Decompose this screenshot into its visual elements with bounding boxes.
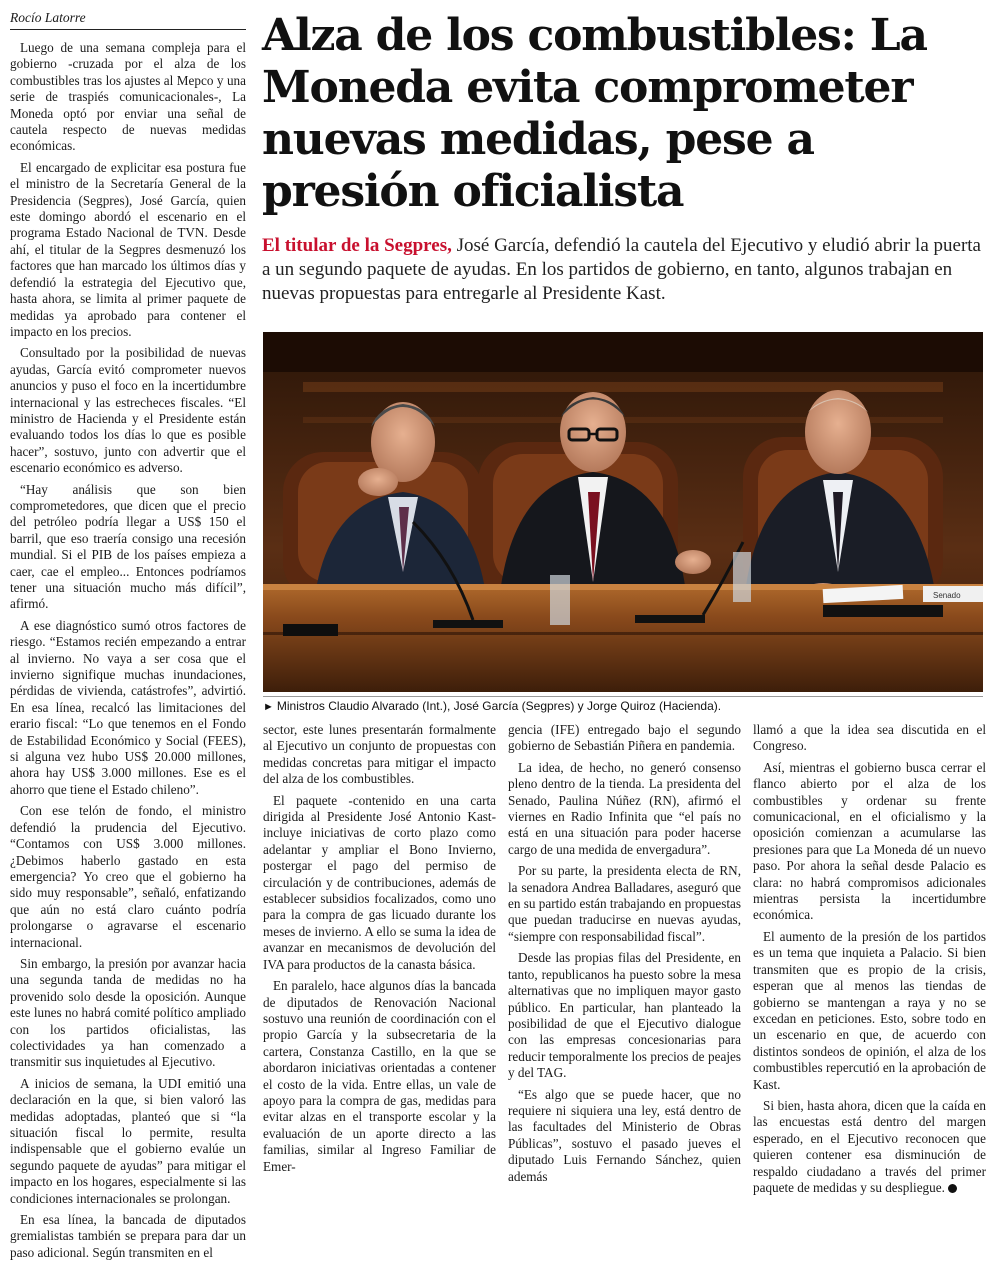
caption-arrow-icon: ► [263,701,274,713]
left-column [10,10,246,1261]
paragraph: Sin embargo, la presión por avanzar hacia una segunda tanda de medidas no ha provenido solo desde la oposición. Aunque este lunes no habrá comité político ampliado con los partidos oficialistas, las colectividades ya han comenzado a transmitir sus inquietudes al Ejecutivo. [10,955,246,1070]
paragraph: A ese diagnóstico sumó otros factores de riesgo. “Estamos recién empezando a entrar al invierno. No vaya a ser cosa que el invierno signifique muchas inundaciones, pérdidas de vivienda, catástrofes”, advirtió. En esa línea, recalcó las limitaciones del erario fiscal: “Lo que tenemos en el Fondo de Estabilidad Económico y Social (FEES), si alguna vez hubo US$ 20.000 millones, ahora hay US$ 3.000 millones. Ese es el ahorro que tiene el Estado chileno”. [10,617,246,797]
paragraph: Con ese telón de fondo, el ministro defendió la prudencia del Ejecutivo. “Contamos con US$ 3.000 millones. ¿Debimos haberlo gastado en esta emergencia? Yo creo que el gobierno ha sido muy responsable”, señaló, enfatizando que aún no está claro cuánto podría prolongarse o agravarse el escenario internacional. [10,803,246,950]
paragraph: La idea, de hecho, no generó consenso pleno dentro de la tienda. La presidenta del Senado, Paulina Núñez (RN), afirmó el viernes en Radio Infinita que “el país no está en una situación para poder hacerse cargo de una medida de envergadura”. [508,759,741,857]
water-glass [733,552,751,602]
body-column-3 [508,722,741,1185]
placard-text: Senado [933,591,961,600]
paragraph-text: Si bien, hasta ahora, dicen que la caída en las encuestas está dentro del margen esperado, en el Ejecutivo reconocen que quieren contener esa disminución de respaldo ciudadano a través del primer paquete de medidas y su despliegue. [753,1097,986,1195]
photo-caption [263,696,983,713]
water-glass [550,575,570,625]
paragraph: sector, este lunes presentarán formalmente al Ejecutivo un conjunto de propuestas con medidas concretas para mitigar el impacto del alza de los combustibles. [263,722,496,787]
end-of-article-icon [948,1184,957,1193]
paragraph: El paquete -contenido en una carta dirigida al Presidente José Antonio Kast- incluye iniciativas de corto plazo como adelantar y ampliar el Bono Invierno, postergar el pago del permiso de circulación y de contribuciones, además de establecer subsidios focalizados, como uno para la compra de gas licuado durante los meses de invierno. A ello se suma la idea de avanzar en mecanismos de devolución del IVA para productos de la canasta básica. [263,792,496,972]
paragraph: gencia (IFE) entregado bajo el segundo gobierno de Sebastián Piñera en pandemia. [508,722,741,754]
paragraph: En esa línea, la bancada de diputados gremialistas también se prepara para dar un paso adicional. Según transmiten en el [10,1212,246,1260]
body-column-4 [753,722,986,1196]
headline: Alza de los combustibles: La Moneda evita comprometer nuevas medidas, pese a presión oficialista [262,10,927,217]
paragraph: El aumento de la presión de los partidos es un tema que inquieta a Palacio. Si bien transmiten que es propio de la crisis, esperan que al menos las tiendas de gobierno se mantengan a raya y no se excedan en peticiones. Esto, sobre todo en un escenario en que, de acuerdo con distintos sondeos de opinión, el alza de los combustibles repercutió en la aprobación de Kast. [753,928,986,1092]
paragraph: A inicios de semana, la UDI emitió una declaración en la que, si bien valoró las medidas adoptadas, planteó que si “la situación fiscal lo permite, resulta indispensable que el gobierno evalúe un segundo paquete de ayudas” para mitigar el impacto en los hogares, especialmente si las condiciones internacionales se prolongan. [10,1075,246,1206]
paragraph: Consultado por la posibilidad de nuevas ayudas, García evitó comprometer nuevos anuncios y puso el foco en la incertidumbre internacional y las estrecheces fiscales. “El ministro de Hacienda y el Presidente están evaluando todos los días lo que es posible hacer”, sostuvo, junto con advertir que el escenario económico es adverso. [10,345,246,476]
body-column-2 [263,722,496,1175]
author-byline: Rocío Latorre [10,10,246,30]
paragraph: llamó a que la idea sea discutida en el Congreso. [753,722,986,754]
left-column-text [10,40,246,1261]
paragraph: “Es algo que se puede hacer, que no requiere ni siquiera una ley, está dentro de las facultades del Ministerio de Obras Públicas”, sostuvo el pasado jueves el diputado Luis Fernando Sánchez, quien además [508,1086,741,1184]
paragraph: Desde las propias filas del Presidente, en tanto, republicanos ha puesto sobre la mesa alternativas que no impliquen mayor gasto público. En particular, han planteado la posibilidad de que el Ejecutivo dialogue con las empresas concesionarias para reducir temporalmente los precios de peajes y del TAG. [508,950,741,1081]
deck [262,234,992,306]
caption-text: Ministros Claudio Alvarado (Int.), José García (Segpres) y Jorge Quiroz (Hacienda). [276,699,722,713]
paragraph: “Hay análisis que son bien comprometedores, que dicen que el precio del petróleo podría llegar a US$ 150 el barril, que eso traería consigo una recesión mundial. Si el PIB de los países empieza a caer, cae el empleo... Entonces podríamos tener una situación mucho más difícil”, afirmó. [10,481,246,612]
paragraph: Por su parte, la presidenta electa de RN, la senadora Andrea Balladares, aseguró que en su partido están trabajando en propuestas que puedan traducirse en nuevas ayudas, “siempre con responsabilidad fiscal”. [508,863,741,944]
paragraph: Luego de una semana compleja para el gobierno -cruzada por el alza de los combustibles tras los ajustes al Mepco y una serie de traspiés comunicacionales-, La Moneda optó por enviar una señal de cautela respecto de nuevas medidas económicas. [10,40,246,154]
deck-kicker: El titular de la Segpres, [262,235,452,256]
paragraph-last [753,1098,986,1196]
deck-text: José García, defendió la cautela del Ejecutivo y eludió abrir la puerta a un segundo paquete de ayudas. En los partidos de gobierno, en tanto, algunos trabajan en nuevas propuestas para entregarle al Presidente Kast. [262,235,981,304]
paragraph: Así, mientras el gobierno busca cerrar el flanco abierto por el alza de los combustibles y ordenar su frente comunicacional, en el oficialismo y la oposición comienzan a acumularse las presiones para que La Moneda dé un nuevo paso. Por ahora la señal desde Palacio es clara: no habrá compromisos adicionales mientras persista la incertidumbre económica. [753,759,986,923]
paragraph: El encargado de explicitar esa postura fue el ministro de la Secretaría General de la Presidencia (Segpres), José García, quien este domingo abordó el escenario en el programa Estado Nacional de TVN. Desde ahí, el titular de la Segpres desmenuzó los factores que han marcado los últimos días y defendió la estrategia del Ejecutivo que, hasta ahora, se limita al primer paquete de medidas ya aprobado para contener el impacto en los precios. [10,159,246,339]
news-photo [263,332,983,692]
paragraph: En paralelo, hace algunos días la bancada de diputados de Renovación Nacional sostuvo una reunión de coordinación con el propio García y la subsecretaria de la cartera, Constanza Castillo, en la que se abordaron iniciativas orientadas a contener el costo de la vida. Entre ellas, un vale de apoyo para la compra de gas, medidas para evitar alzas en el transporte escolar y la evaluación de un aporte directo a las familias, similar al Ingreso Familiar de Emer- [263,978,496,1174]
